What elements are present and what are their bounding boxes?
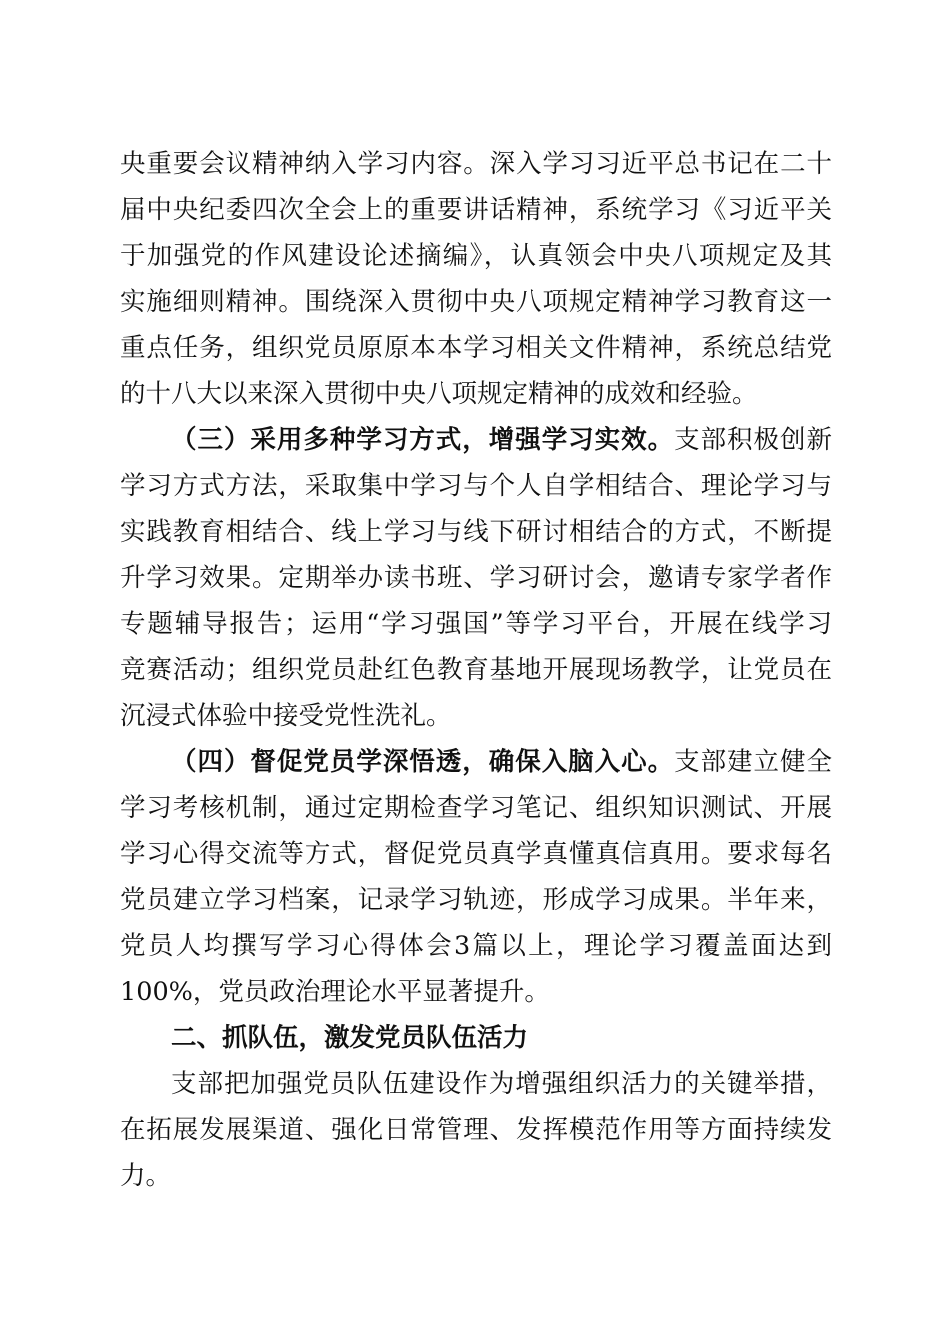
text-line: 的十八大以来深入贯彻中央八项规定精神的成效和经验。 [120, 379, 758, 409]
text-line: 专题辅导报告；运用“学习强国”等学习平台，开展在线学习 [120, 609, 832, 639]
text-line: 沉浸式体验中接受党性洗礼。 [120, 701, 452, 731]
text-line: 竞赛活动；组织党员赴红色教育基地开展现场教学，让党员在 [120, 655, 832, 685]
section-paragraph-3-first-line [120, 417, 832, 463]
text-line: 力。 [120, 1161, 172, 1191]
text-line: 党员人均撰写学习心得体会3篇以上，理论学习覆盖面达到 [120, 931, 832, 961]
text-line: 学习考核机制，通过定期检查学习笔记、组织知识测试、开展 [120, 793, 832, 823]
text-line: 100%，党员政治理论水平显著提升。 [120, 977, 550, 1007]
text-line: 学习方式方法，采取集中学习与个人自学相结合、理论学习与 [120, 471, 832, 501]
text-line: 支部把加强党员队伍建设作为增强组织活力的关键举措， [171, 1069, 832, 1099]
text-line: 实施细则精神。围绕深入贯彻中央八项规定精神学习教育这一 [120, 287, 832, 317]
text-line: 重点任务，组织党员原原本本学习相关文件精神，系统总结党 [120, 333, 832, 363]
subsection-title-4: （四）督促党员学深悟透，确保入脑入心。 [171, 747, 675, 777]
text-line: 届中央纪委四次全会上的重要讲话精神，系统学习《习近平关 [120, 195, 832, 225]
document-page [120, 141, 832, 1199]
subsection-title-3: （三）采用多种学习方式，增强学习实效。 [171, 425, 675, 455]
text-line: 学习心得交流等方式，督促党员真学真懂真信真用。要求每名 [120, 839, 832, 869]
text-line: 实践教育相结合、线上学习与线下研讨相结合的方式，不断提 [120, 517, 832, 547]
section-heading: 二、抓队伍，激发党员队伍活力 [171, 1023, 529, 1053]
text-line: 央重要会议精神纳入学习内容。深入学习习近平总书记在二十 [120, 149, 832, 179]
text-fragment: 支部积极创新 [674, 425, 832, 455]
text-fragment: 支部建立健全 [674, 747, 832, 777]
text-line: 在拓展发展渠道、强化日常管理、发挥模范作用等方面持续发 [120, 1115, 832, 1145]
text-line: 党员建立学习档案，记录学习轨迹，形成学习成果。半年来， [120, 885, 832, 915]
section-paragraph-4-first-line [120, 739, 832, 785]
text-line: 升学习效果。定期举办读书班、学习研讨会，邀请专家学者作 [120, 563, 832, 593]
text-line: 于加强党的作风建设论述摘编》，认真领会中央八项规定及其 [120, 241, 832, 271]
